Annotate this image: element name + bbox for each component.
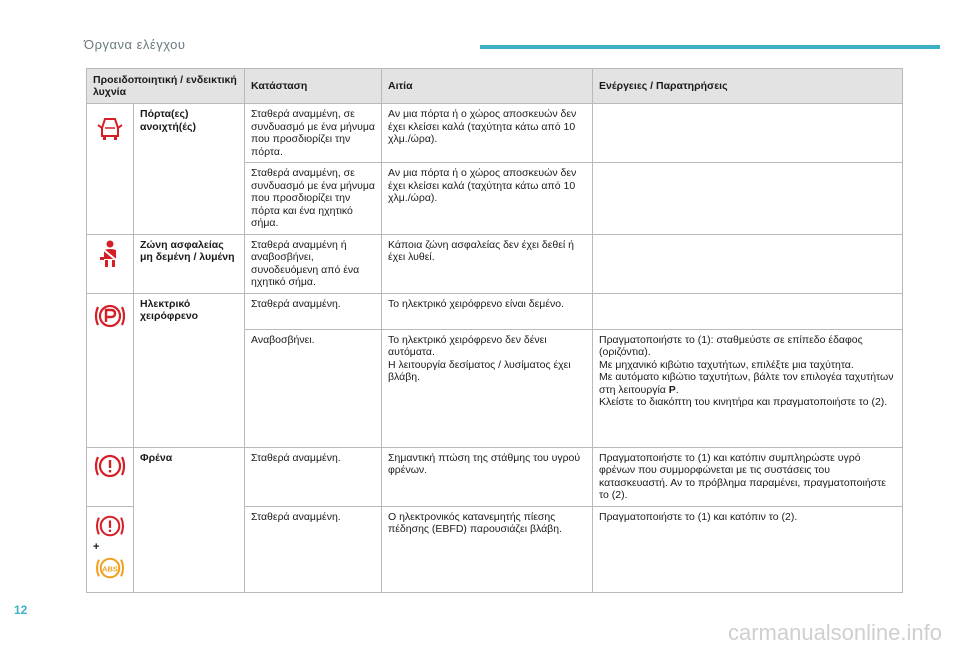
brakes-cause-1: Σημαντική πτώση της στάθμης του υγρού φρένων.	[382, 447, 593, 506]
brakes-action-1: Πραγματοποιήστε το (1) και κατόπιν συμπληρώστε υγρό φρένων που συμμορφώνεται με τις συστάσεις του κατασκευαστή. Αν το πρόβλημα παραμένει, πραγματοποιήστε το (2).	[593, 447, 903, 506]
table-header-row	[87, 69, 903, 104]
table-row	[87, 104, 903, 163]
parking-brake-cause-2b: Η λειτουργία δεσίματος / λυσίματος έχει βλάβη.	[388, 358, 571, 383]
abs-warning-icon	[93, 555, 127, 581]
gear-p-label: P	[668, 383, 676, 396]
doors-name: Πόρτα(ες) ανοιχτή(ές)	[134, 104, 245, 235]
door-open-icon-cell	[87, 104, 134, 235]
doors-state-1: Σταθερά αναμμένη, σε συνδυασμό με ένα μήνυμα που προσδιορίζει την πόρτα.	[245, 104, 382, 163]
header-divider	[480, 45, 940, 49]
brakes-state-1: Σταθερά αναμμένη.	[245, 447, 382, 506]
doors-action-1	[593, 104, 903, 163]
page-header-title: Όργανα ελέγχου	[84, 37, 186, 52]
plus-sign: +	[93, 540, 100, 553]
column-header-state: Κατάσταση	[245, 69, 382, 104]
seatbelt-state: Σταθερά αναμμένη ή αναβοσβήνει, συνοδευόμενη από ένα ηχητικό σήμα.	[245, 234, 382, 293]
table-row	[87, 293, 903, 329]
doors-cause-2: Αν μια πόρτα ή ο χώρος αποσκευών δεν έχει κλείσει καλά (ταχύτητα κάτω από 10 χλμ./ώρα).	[382, 163, 593, 235]
parking-brake-action-2c-end: .	[675, 383, 679, 396]
warning-lamps-table	[86, 68, 903, 593]
table-row	[87, 447, 903, 506]
page-number: 12	[14, 603, 28, 617]
parking-brake-action-2c-text: Με αυτόματο κιβώτιο ταχυτήτων, βάλτε τον επιλογέα ταχυτήτων στη λειτουργία	[599, 371, 894, 396]
seatbelt-cause: Κάποια ζώνη ασφαλείας δεν έχει δεθεί ή έχει λυθεί.	[382, 234, 593, 293]
parking-brake-state-2: Αναβοσβήνει.	[245, 329, 382, 447]
doors-cause-1: Αν μια πόρτα ή ο χώρος αποσκευών δεν έχει κλείσει καλά (ταχύτητα κάτω από 10 χλμ./ώρα).	[382, 104, 593, 163]
doors-action-2	[593, 163, 903, 235]
brake-icon-cell	[87, 447, 134, 506]
doors-state-2: Σταθερά αναμμένη, σε συνδυασμό με ένα μήνυμα που προσδιορίζει την πόρτα και ένα ηχητικό σήμα.	[245, 163, 382, 235]
column-header-cause: Αιτία	[382, 69, 593, 104]
seatbelt-action	[593, 234, 903, 293]
parking-brake-action-2	[593, 329, 903, 447]
parking-brake-action-2b: Με μηχανικό κιβώτιο ταχυτήτων, επιλέξτε μια ταχύτητα.	[599, 358, 854, 371]
brakes-cause-2: Ο ηλεκτρονικός κατανεμητής πίεσης πέδησης (EBFD) παρουσιάζει βλάβη.	[382, 506, 593, 592]
parking-brake-state-1: Σταθερά αναμμένη.	[245, 293, 382, 329]
door-open-icon	[95, 116, 125, 144]
watermark-text: carmanualsonline.info	[727, 620, 942, 645]
seatbelt-icon-cell	[87, 234, 134, 293]
column-header-actions: Ενέργειες / Παρατηρήσεις	[593, 69, 903, 104]
brakes-action-2: Πραγματοποιήστε το (1) και κατόπιν το (2).	[593, 506, 903, 592]
parking-brake-cause-1: Το ηλεκτρικό χειρόφρενο είναι δεμένο.	[382, 293, 593, 329]
abs-label: ABS	[102, 564, 118, 574]
parking-brake-action-2d: Κλείστε το διακόπτη του κινητήρα και πραγματοποιήστε το (2).	[599, 396, 888, 408]
seatbelt-name: Ζώνη ασφαλείας μη δεμένη / λυμένη	[134, 234, 245, 293]
parking-brake-icon-cell	[87, 293, 134, 447]
parking-brake-name: Ηλεκτρικό χειρόφρενο	[134, 293, 245, 447]
brake-warning-icon	[93, 513, 127, 539]
brakes-name: Φρένα	[134, 447, 245, 592]
column-header-lamp: Προειδοποιητική / ενδεικτική λυχνία	[87, 69, 245, 104]
parking-brake-action-2c	[599, 371, 896, 396]
parking-brake-action-1	[593, 293, 903, 329]
parking-brake-cause-2	[382, 329, 593, 447]
parking-brake-cause-2a: Το ηλεκτρικό χειρόφρενο δεν δένει αυτόματα.	[388, 333, 547, 358]
brakes-state-2: Σταθερά αναμμένη.	[245, 506, 382, 592]
brake-warning-icon	[93, 452, 127, 480]
table-row	[87, 234, 903, 293]
ebfd-icon-cell	[87, 506, 134, 592]
parking-brake-icon	[93, 302, 127, 330]
parking-brake-action-2a: Πραγματοποιήστε το (1): σταθμεύστε σε επίπεδο έδαφος (οριζόντια).	[599, 333, 863, 358]
seatbelt-icon	[97, 239, 123, 269]
